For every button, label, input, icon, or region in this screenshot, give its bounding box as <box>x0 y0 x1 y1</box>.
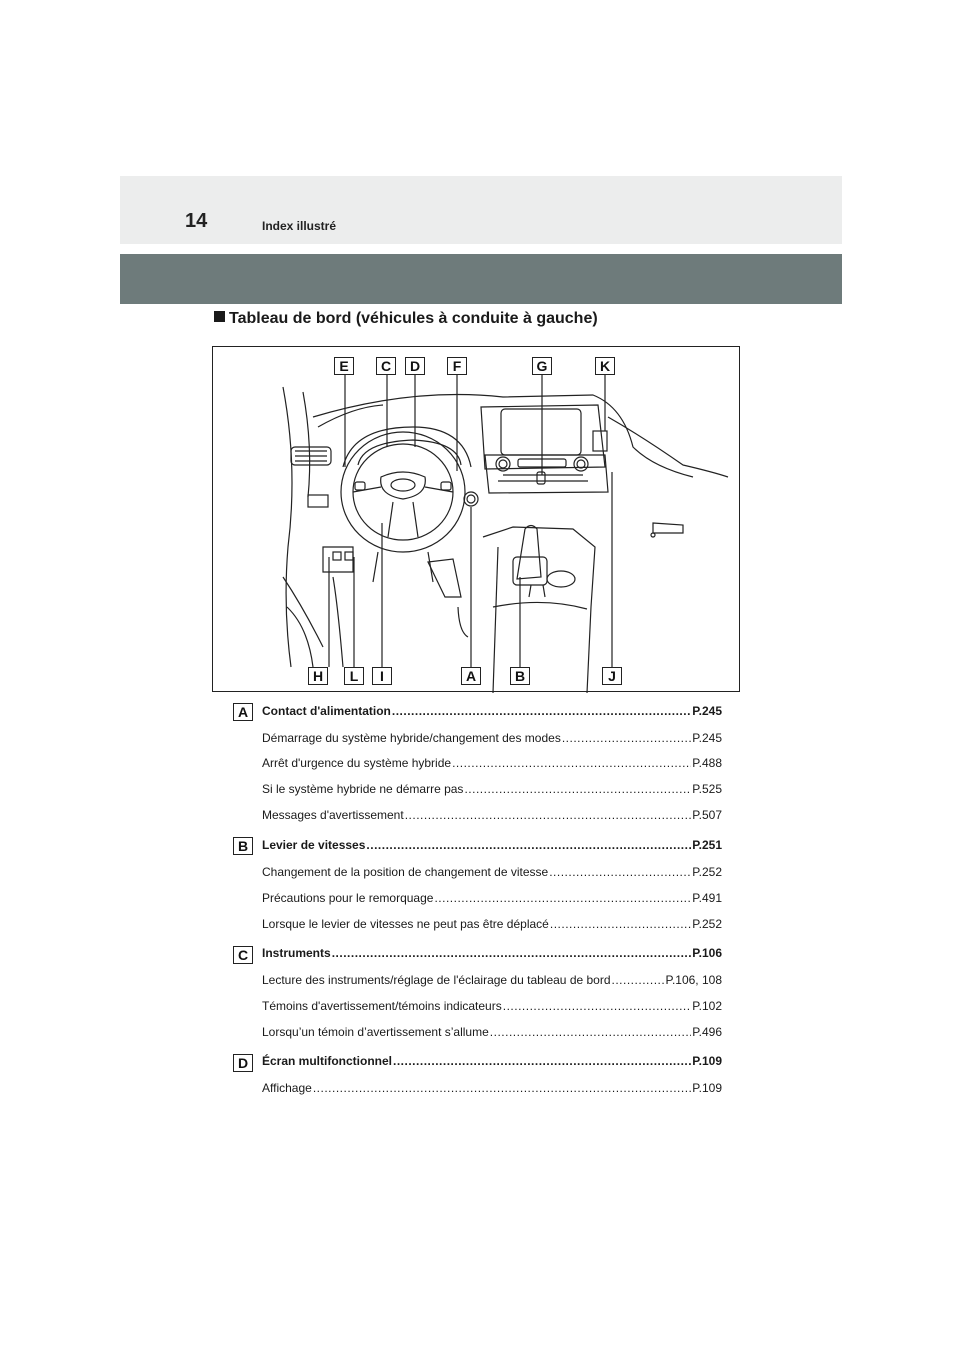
index-entry-sub <box>262 1081 722 1095</box>
page-number: 14 <box>185 210 208 232</box>
group-letter-c: C <box>233 946 253 964</box>
index-entry-main <box>262 704 722 718</box>
entry-label: Écran multifonctionnel <box>262 1054 393 1068</box>
page-reference[interactable]: P.507 <box>692 808 722 822</box>
index-entry-sub <box>262 917 722 931</box>
page-reference[interactable]: P.245 <box>692 731 722 745</box>
callout-d: D <box>405 357 425 375</box>
callout-k: K <box>595 357 615 375</box>
entry-label: Si le système hybride ne démarre pas <box>262 782 464 796</box>
index-entry-sub <box>262 973 722 987</box>
callout-l: L <box>344 667 364 685</box>
page-reference[interactable]: P.109 <box>692 1054 722 1068</box>
entry-label: Instruments <box>262 946 331 960</box>
entry-label: Lorsque le levier de vitesses ne peut pas être déplacé <box>262 917 549 931</box>
page-heading-text: Tableau de bord (véhicules à conduite à gauche) <box>229 310 598 327</box>
index-entry-sub <box>262 731 722 745</box>
entry-label: Lorsqu’un témoin d’avertissement s’allume <box>262 1025 489 1039</box>
dark-band <box>120 254 842 304</box>
group-letter-a: A <box>233 703 253 721</box>
page-reference[interactable]: P.496 <box>692 1025 722 1039</box>
callout-g: G <box>532 357 552 375</box>
group-letter-b: B <box>233 837 253 855</box>
page-reference[interactable]: P.491 <box>692 891 722 905</box>
entry-label: Messages d'avertissement <box>262 808 404 822</box>
callout-b: B <box>510 667 530 685</box>
page-reference[interactable]: P.525 <box>692 782 722 796</box>
index-entry-sub <box>262 782 722 796</box>
callout-a: A <box>461 667 481 685</box>
section-title: Index illustré <box>262 219 337 233</box>
entry-label: Arrêt d'urgence du système hybride <box>262 756 452 770</box>
page-reference[interactable]: P.109 <box>692 1081 722 1095</box>
entry-label: Lecture des instruments/réglage de l'éclairage du tableau de bord <box>262 973 611 987</box>
page-reference[interactable]: P.245 <box>692 704 722 718</box>
page-reference[interactable]: P.252 <box>692 917 722 931</box>
square-bullet-icon <box>214 311 225 322</box>
page-reference[interactable]: P.106, 108 <box>665 973 722 987</box>
callout-c: C <box>376 357 396 375</box>
entry-label: Contact d'alimentation <box>262 704 391 718</box>
callout-j: J <box>602 667 622 685</box>
entry-label: Témoins d'avertissement/témoins indicateurs <box>262 999 502 1013</box>
page-reference[interactable]: P.488 <box>692 756 722 770</box>
entry-label: Levier de vitesses <box>262 838 366 852</box>
page-heading <box>214 310 598 328</box>
index-entry-sub <box>262 865 722 879</box>
index-entry-main <box>262 946 722 960</box>
entry-label: Précautions pour le remorquage <box>262 891 434 905</box>
index-entry-sub <box>262 999 722 1013</box>
index-entry-sub <box>262 756 722 770</box>
header-band <box>120 176 842 244</box>
callout-h: H <box>308 667 328 685</box>
dashboard-drawing <box>213 347 741 693</box>
page-reference[interactable]: P.102 <box>692 999 722 1013</box>
page-reference[interactable]: P.252 <box>692 865 722 879</box>
entry-label: Démarrage du système hybride/changement des modes <box>262 731 561 745</box>
group-letter-d: D <box>233 1054 253 1072</box>
index-entry-main <box>262 838 722 852</box>
entry-label: Changement de la position de changement de vitesse <box>262 865 549 879</box>
callout-f: F <box>447 357 467 375</box>
callout-e: E <box>334 357 354 375</box>
dashboard-illustration <box>212 346 740 692</box>
index-entry-sub <box>262 1025 722 1039</box>
index-entry-sub <box>262 891 722 905</box>
index-entry-sub <box>262 808 722 822</box>
entry-label: Affichage <box>262 1081 312 1095</box>
page-reference[interactable]: P.251 <box>692 838 722 852</box>
page-reference[interactable]: P.106 <box>692 946 722 960</box>
callout-i: I <box>372 667 392 685</box>
index-entry-main <box>262 1054 722 1068</box>
